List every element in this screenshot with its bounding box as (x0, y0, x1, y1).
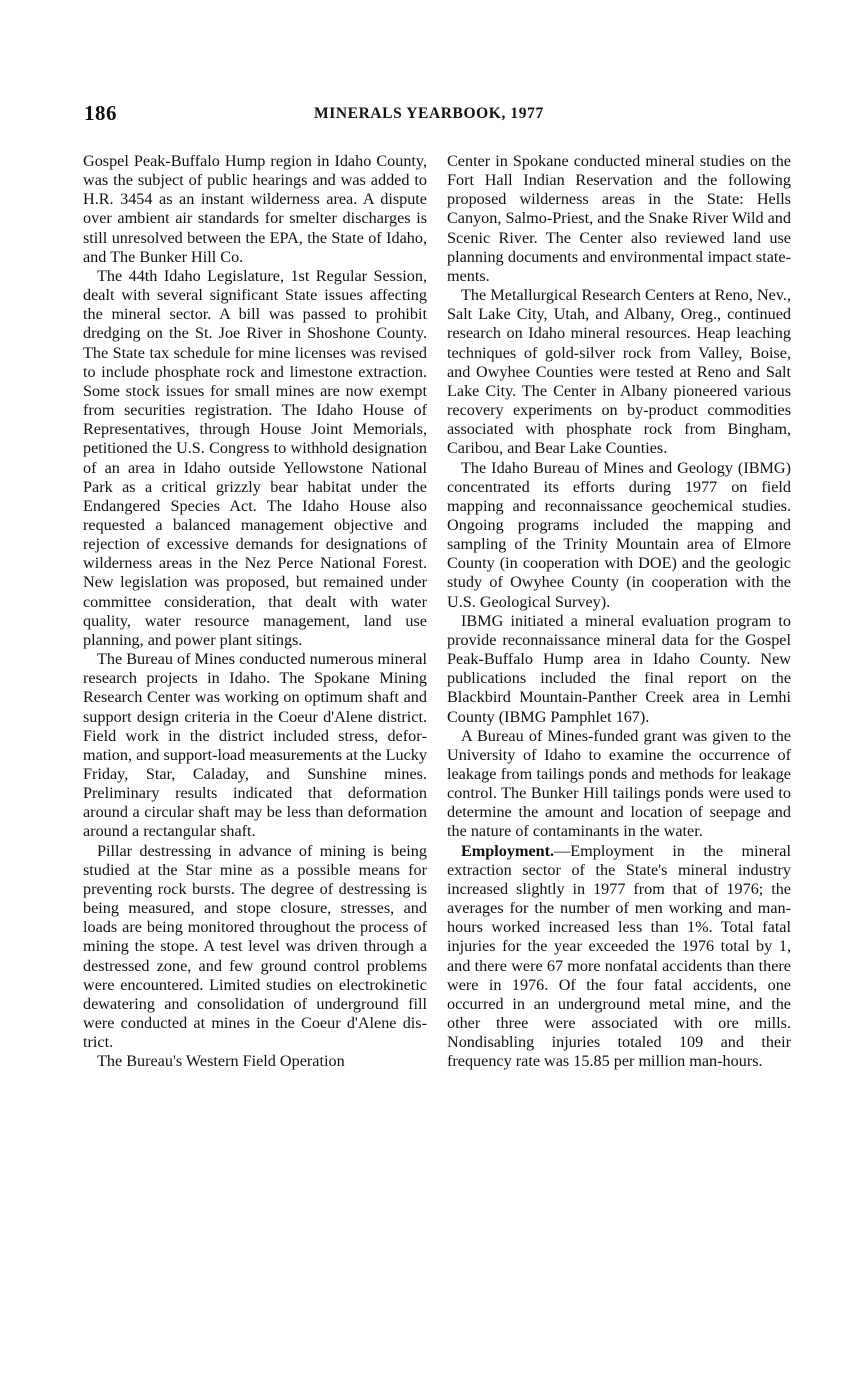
page-header (0, 101, 856, 131)
paragraph: The Bureau of Mines conducted numerous mineral research projects in Idaho. The Spokane Mining Research Center was working on optimum shaft and support design criteria in the Coeur d'Alene district. Field work in the district included stress, deformation, and support-load measurements at the Lucky Friday, Star, Caladay, and Sunshine mines. Preliminary results indicated that deformation around a circular shaft may be less than deformation around a rectangular shaft. (83, 650, 427, 841)
running-title: MINERALS YEARBOOK, 1977 (314, 105, 544, 122)
paragraph: The Metallurgical Research Centers at Reno, Nev., Salt Lake City, Utah, and Albany, Oreg., continued research on Idaho mineral resources. Heap leaching techniques of gold-silver rock from Valley, Boise, and Owyhee Counties were tested at Reno and Salt Lake City. The Center in Albany pioneered various recovery experiments on by-product commodities associated with phosphate rock from Bingham, Caribou, and Bear Lake Counties. (447, 286, 791, 458)
paragraph: Center in Spokane conducted mineral studies on the Fort Hall Indian Reservation and the following proposed wilderness areas in the State: Hells Canyon, Salmo-Priest, and the Snake River Wild and Scenic River. The Center also reviewed land use planning documents and environmental impact statements. (447, 152, 791, 285)
paragraph: IBMG initiated a mineral evaluation program to provide reconnaissance mineral data for the Gospel Peak-Buffalo Hump area in Idaho County. New publications included the final report on the Blackbird Mountain-Panther Creek area in Lemhi County (IBMG Pamphlet 167). (447, 611, 791, 726)
employment-paragraph (447, 842, 791, 1072)
page-number: 186 (84, 101, 117, 125)
left-column (83, 152, 427, 1072)
paragraph: Pillar destressing in advance of mining is being studied at the Star mine as a possible means for preventing rock bursts. The degree of destressing is being measured, and stope closure, stresses, and loads are being monitored throughout the process of mining the stope. A test level was driven through a destressed zone, and few ground control problems were encountered. Limited studies on electrokinetic dewatering and consolidation of underground fill were conducted at mines in the Coeur d'Alene district. (83, 841, 427, 1052)
paragraph: A Bureau of Mines-funded grant was given to the University of Idaho to examine the occurrence of leakage from tailings ponds and methods for leakage control. The Bunker Hill tailings ponds were used to determine the amount and location of seepage and the nature of contaminants in the water. (447, 726, 791, 841)
right-column (447, 152, 791, 1072)
paragraph: Gospel Peak-Buffalo Hump region in Idaho County, was the subject of public hearings and was added to H.R. 3454 as an instant wilderness area. A dispute over ambient air standards for smelter discharges is still unresolved between the EPA, the State of Idaho, and The Bunker Hill Co. (83, 152, 427, 266)
paragraph: The Idaho Bureau of Mines and Geology (IBMG) concentrated its efforts during 1977 on field mapping and reconnaissance geochemical studies. Ongoing programs included the mapping and sampling of the Trinity Mountain area of Elmore County (in cooperation with DOE) and the geologic study of Owyhee County (in cooperation with the U.S. Geological Survey). (447, 458, 791, 611)
paragraph: The 44th Idaho Legislature, 1st Regular Session, dealt with several significant State issues affecting the mineral sector. A bill was passed to prohibit dredging on the St. Joe River in Shoshone County. The State tax schedule for mine licenses was revised to include phosphate rock and limestone extraction. Some stock issues for small mines are now exempt from securities registration. The Idaho House of Representatives, through House Joint Memorials, petitioned the U.S. Congress to withhold designation of an area in Idaho outside Yellowstone National Park as a critical grizzly bear habitat under the Endangered Species Act. The Idaho House also requested a balanced management objective and rejection of excessive demands for designations of wilderness areas in the Nez Perce National Forest. New legislation was proposed, but remained under committee consideration, that dealt with water quality, water resource management, land use planning, and power plant sitings. (83, 266, 427, 649)
employment-text: —Employment in the mineral extraction sector of the State's mineral industry increased slightly in 1977 from that of 1976; the averages for the number of men working and man-hours worked increased less than 1%. Total fatal injuries for the year exceeded the 1976 total by 1, and there were 67 more nonfatal accidents than there were in 1976. Of the four fatal accidents, one occurred in an underground metal mine, and the other three were associated with ore mills. Nondisabling injuries totaled 109 and their frequency rate was 15.85 per million man-hours. (447, 841, 791, 1071)
paragraph: The Bureau's Western Field Operation (97, 1052, 345, 1071)
section-run-in-heading: Employment. (461, 841, 555, 860)
